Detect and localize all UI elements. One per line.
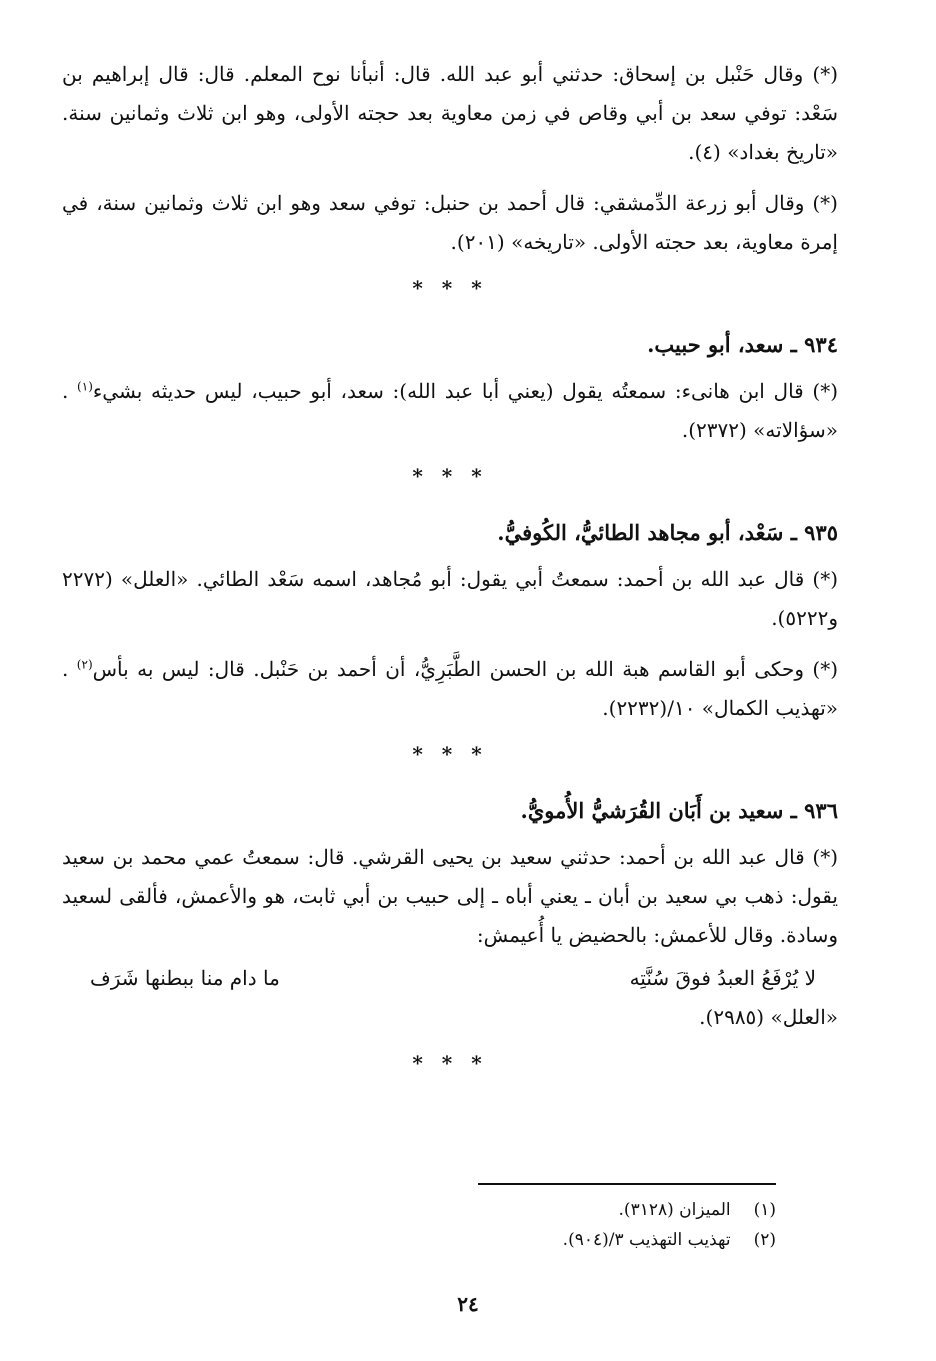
paragraph-entry-936: (*) قال عبد الله بن أحمد: حدثني سعيد بن يحيى القرشي. قال: سمعتُ عمي محمد بن سعيد يقول: ذهب بي سعيد بن أبان ـ يعني أباه ـ إلى حبيب بن أبي ثابت، هو والأعمش، فألقى لسعيد وسادة. وقال للأعمش: بالحضيض يا أُعيمش: (62, 845, 838, 947)
verse-first-hemistich: لا يُرْفَعُ العبدُ فوقَ سُنَّتِه (629, 966, 816, 990)
section-separator: * * * (412, 742, 488, 766)
verse-second-hemistich: ما دام منا ببطنها شَرَف (90, 966, 280, 990)
footnote-mark-2[interactable]: (٢) (76, 657, 93, 672)
paragraph-entry-934-tail: . «سؤالاته» (٢٣٧٢). (62, 379, 838, 442)
paragraph-entry-935-b-text: (*) وحكى أبو القاسم هبة الله بن الحسن الطَّبَرِيُّ، أن أحمد بن حَنْبل. قال: ليس به بأس (92, 657, 839, 681)
footnotes (0, 1183, 776, 1255)
entry-936-source: «العلل» (٢٩٨٥). (699, 1005, 838, 1029)
poem-verse (62, 959, 838, 998)
footnote-1-text: الميزان (٣١٢٨). (618, 1200, 731, 1220)
paragraph-entry-935-b (62, 650, 838, 728)
entry-title-934: ٩٣٤ ـ سعد، أبو حبيب. (647, 332, 838, 357)
page-body (62, 55, 838, 1103)
footnote-2-text: تهذيب التهذيب ٣/(٩٠٤). (562, 1230, 731, 1250)
section-separator: * * * (412, 464, 488, 488)
footnote-1 (0, 1195, 776, 1225)
page-number: ٢٤ (457, 1292, 479, 1316)
footnote-2 (0, 1225, 776, 1255)
paragraph-abu-zura: (*) وقال أبو زرعة الدِّمشقي: قال أحمد بن حنبل: توفي سعد وهو ابن ثلاث وثمانين سنة، في إمرة معاوية، بعد حجته الأولى. «تاريخه» (٢٠١). (62, 191, 838, 254)
footnote-rule (478, 1183, 776, 1185)
paragraph-hanbal-ibn-ishaq: (*) وقال حَنْبل بن إسحاق: حدثني أبو عبد الله. قال: أنبأنا نوح المعلم. قال: قال إبراهيم بن سَعْد: توفي سعد بن أبي وقاص في زمن معاوية بعد حجته الأولى، وهو ابن ثلاث وثمانين سنة. «تاريخ بغداد» (٤). (62, 62, 838, 164)
footnote-2-number: (٢) (753, 1230, 776, 1250)
section-separator: * * * (412, 1051, 488, 1075)
paragraph-entry-934 (62, 372, 838, 450)
paragraph-entry-935-b-tail: . «تهذيب الكمال» ١٠/(٢٢٣٢). (62, 657, 838, 720)
paragraph-entry-935-a: (*) قال عبد الله بن أحمد: سمعتُ أبي يقول: أبو مُجاهد، اسمه سَعْد الطائي. «العلل» (٢٢٧٢ و٥٢٢٢). (62, 567, 838, 630)
entry-title-935: ٩٣٥ ـ سَعْد، أبو مجاهد الطائيُّ، الكُوفيُّ. (497, 520, 838, 545)
footnote-1-number: (١) (753, 1200, 776, 1220)
footnote-mark-1[interactable]: (١) (77, 379, 93, 394)
section-separator: * * * (412, 276, 488, 300)
entry-title-936: ٩٣٦ ـ سعيد بن أَبَان القُرَشيُّ الأُمويُّ. (520, 798, 838, 823)
paragraph-entry-934-text: (*) قال ابن هانىء: سمعتُه يقول (يعني أبا عبد الله): سعد، أبو حبيب، ليس حديثه بشيء (92, 379, 839, 403)
